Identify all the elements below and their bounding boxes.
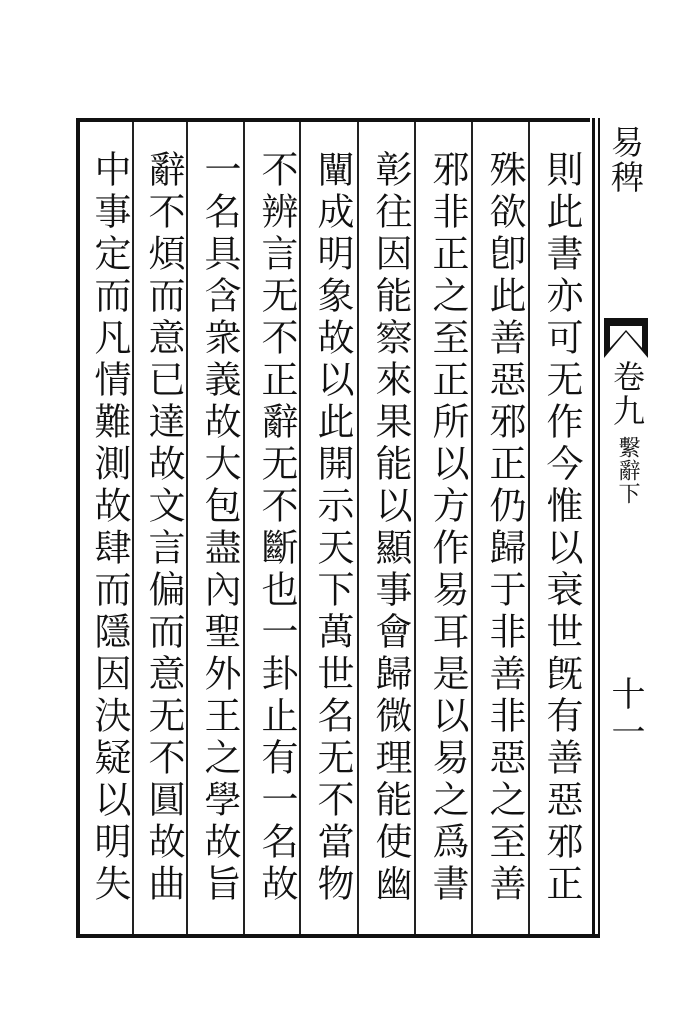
frame-left-border [76,118,80,938]
column-rule [414,122,416,934]
text-column-2: 殊欲卽此善惡邪正仍歸于非善非惡之至善 [483,150,526,906]
text-column-4: 彰往因能察來果能以顯事會歸微理能使幽 [369,150,412,906]
banxin-outer-border [598,118,600,938]
book-title: 易稗 [606,125,645,195]
column-rule [357,122,359,934]
volume-label: 卷九 [608,360,646,428]
page-number: 十一 [605,676,645,752]
text-column-7: 一名具含衆義故大包盡內聖外王之學故旨 [198,150,241,906]
text-column-3: 邪非正之至正所以方作易耳是以易之爲書 [426,150,469,906]
frame-top-border [76,118,590,122]
text-column-9: 中事定而凡情難測故肆而隱因決疑以明失 [88,150,131,906]
column-rule [186,122,188,934]
text-column-6: 不辨言无不正辭无不斷也一卦止有一名故 [255,150,298,906]
frame-bottom-border [76,934,598,938]
text-column-1: 則此書亦可无作今惟以衰世旣有善惡邪正 [540,150,583,906]
section-label: 繫辭下 [615,436,640,505]
column-rule [471,122,473,934]
column-rule [528,122,530,934]
column-rule [243,122,245,934]
text-column-5: 闡成明象故以此開示天下萬世名无不當物 [311,150,354,906]
fishtail-mark-icon [604,318,648,358]
column-rule [299,122,301,934]
column-rule [132,122,134,934]
frame-right-border [592,118,595,938]
text-column-8: 辭不煩而意已達故文言偏而意无不圓故曲 [142,150,185,906]
